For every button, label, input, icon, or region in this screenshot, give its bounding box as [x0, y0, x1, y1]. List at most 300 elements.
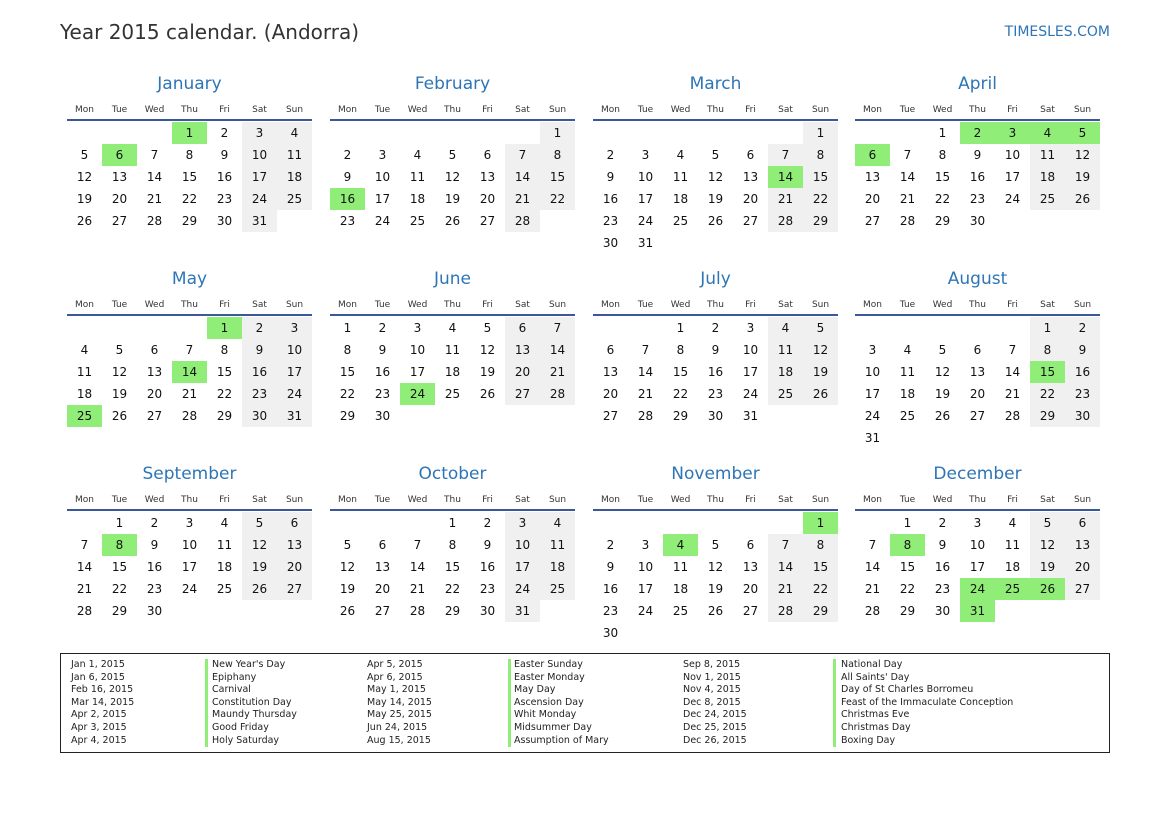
day-cell: 10: [742, 343, 759, 357]
day-cell: 3: [973, 516, 982, 530]
day-cell: 19: [803, 361, 838, 383]
day-cell: 18: [1030, 166, 1065, 188]
day-cell: 8: [448, 538, 457, 552]
weekday-header: Thu: [707, 495, 724, 505]
holiday-date: Dec 24, 2015: [683, 709, 747, 721]
day-cell: 8: [803, 144, 838, 166]
holiday-name: Whit Monday: [514, 709, 577, 721]
day-cell: 26: [76, 214, 93, 228]
weekday-header: Thu: [444, 300, 461, 310]
day-cell: 2: [343, 148, 352, 162]
day-cell: 2: [1065, 317, 1100, 339]
weekday-header: Mon: [863, 105, 882, 115]
day-cell: 22: [672, 387, 689, 401]
day-cell: 23: [602, 214, 619, 228]
day-cell: 20: [277, 556, 312, 578]
day-cell: 12: [111, 365, 128, 379]
holiday-name: Midsummer Day: [514, 721, 592, 733]
weekday-header: Sun: [811, 105, 830, 115]
month-january: [67, 72, 312, 257]
day-cell: 9: [242, 339, 277, 361]
day-cell: 30: [1065, 405, 1100, 427]
day-cell: 30: [969, 214, 986, 228]
weekday-header: Fri: [1007, 105, 1018, 115]
day-cell: 20: [969, 387, 986, 401]
day-cell: 21: [505, 188, 540, 210]
weekday-header: Tue: [899, 105, 916, 115]
holiday-date: Aug 15, 2015: [367, 734, 431, 746]
day-cell: 7: [185, 343, 194, 357]
month-april: [855, 72, 1100, 257]
day-cell: 20: [479, 192, 496, 206]
holiday-date: Nov 1, 2015: [683, 671, 741, 683]
day-cell: 19: [444, 192, 461, 206]
day-cell: 12: [1030, 534, 1065, 556]
day-cell: 4: [80, 343, 89, 357]
weekday-header: Sun: [285, 105, 304, 115]
weekday-header: Mon: [863, 300, 882, 310]
day-cell: 17: [637, 192, 654, 206]
day-cell: 9: [1065, 339, 1100, 361]
day-cell: 28: [768, 210, 803, 232]
day-cell: 8: [676, 343, 685, 357]
day-cell: 21: [899, 192, 916, 206]
day-cell: 8: [890, 534, 925, 556]
weekday-header: Fri: [745, 105, 756, 115]
day-cell: 20: [1065, 556, 1100, 578]
day-cell: 17: [374, 192, 391, 206]
day-cell: 15: [1030, 361, 1065, 383]
day-cell: 19: [707, 192, 724, 206]
holiday-name: Christmas Eve: [841, 709, 910, 721]
day-cell: 23: [602, 604, 619, 618]
day-cell: 24: [277, 383, 312, 405]
day-cell: 21: [637, 387, 654, 401]
day-cell: 3: [242, 122, 277, 144]
weekday-header: Fri: [482, 300, 493, 310]
day-cell: 7: [1008, 343, 1017, 357]
holiday-list: [60, 653, 1110, 753]
day-cell: 14: [146, 170, 163, 184]
day-cell: 12: [707, 170, 724, 184]
month-header-rule: [67, 509, 312, 511]
day-cell: 17: [637, 582, 654, 596]
weekday-header: Wed: [144, 495, 165, 505]
day-cell: 17: [505, 556, 540, 578]
day-cell: 1: [676, 321, 685, 335]
holiday-name: Carnival: [212, 684, 251, 696]
day-cell: 27: [479, 214, 496, 228]
day-cell: 20: [864, 192, 881, 206]
holiday-name: All Saints' Day: [841, 671, 910, 683]
day-cell: 13: [1065, 534, 1100, 556]
weekday-header: Sat: [778, 300, 793, 310]
day-cell: 18: [444, 365, 461, 379]
day-cell: 23: [242, 383, 277, 405]
weekday-header: Mon: [75, 105, 94, 115]
day-cell: 15: [803, 166, 838, 188]
day-cell: 31: [864, 431, 881, 445]
holiday-color-bar: [833, 659, 836, 747]
day-cell: 22: [111, 582, 128, 596]
day-cell: 9: [606, 170, 615, 184]
holiday-name: May Day: [514, 684, 556, 696]
day-cell: 25: [672, 604, 689, 618]
day-cell: 15: [803, 556, 838, 578]
day-cell: 30: [602, 236, 619, 250]
month-november: [593, 462, 838, 647]
holiday-name: Constitution Day: [212, 696, 292, 708]
holiday-name: Assumption of Mary: [514, 734, 609, 746]
weekday-header: Tue: [637, 300, 654, 310]
day-cell: 15: [181, 170, 198, 184]
day-cell: 12: [479, 343, 496, 357]
holiday-name: Feast of the Immaculate Conception: [841, 696, 1014, 708]
day-cell: 26: [111, 409, 128, 423]
day-cell: 14: [172, 361, 207, 383]
month-name: June: [433, 269, 472, 289]
weekday-header: Sun: [285, 495, 304, 505]
month-name: December: [933, 464, 1022, 484]
month-header-rule: [593, 119, 838, 121]
day-cell: 5: [483, 321, 492, 335]
holiday-name: National Day: [841, 659, 903, 670]
day-cell: 7: [540, 317, 575, 339]
day-cell: 24: [374, 214, 391, 228]
day-cell: 3: [868, 343, 877, 357]
weekday-header: Sat: [778, 495, 793, 505]
day-cell: 7: [768, 144, 803, 166]
holiday-name: Day of St Charles Borromeu: [841, 684, 974, 696]
weekday-header: Wed: [932, 105, 953, 115]
day-cell: 21: [864, 582, 881, 596]
day-cell: 4: [903, 343, 912, 357]
day-cell: 4: [663, 534, 698, 556]
day-cell: 10: [505, 534, 540, 556]
day-cell: 15: [672, 365, 689, 379]
day-cell: 22: [899, 582, 916, 596]
day-cell: 7: [868, 538, 877, 552]
weekday-header: Sat: [515, 300, 530, 310]
holiday-date: Dec 26, 2015: [683, 734, 747, 746]
day-cell: 1: [115, 516, 124, 530]
day-cell: 6: [483, 148, 492, 162]
day-cell: 5: [242, 512, 277, 534]
day-cell: 27: [969, 409, 986, 423]
holiday-name: Ascension Day: [514, 696, 584, 708]
day-cell: 22: [444, 582, 461, 596]
day-cell: 25: [540, 578, 575, 600]
day-cell: 25: [1030, 188, 1065, 210]
weekday-header: Thu: [707, 300, 724, 310]
holiday-name: New Year's Day: [212, 659, 286, 670]
day-cell: 18: [277, 166, 312, 188]
day-cell: 23: [479, 582, 496, 596]
day-cell: 18: [899, 387, 916, 401]
day-cell: 19: [111, 387, 128, 401]
holiday-name: Easter Sunday: [514, 659, 583, 670]
day-cell: 3: [413, 321, 422, 335]
day-cell: 28: [76, 604, 93, 618]
holiday-date: Dec 8, 2015: [683, 696, 741, 708]
day-cell: 8: [803, 534, 838, 556]
month-october: [330, 462, 575, 647]
day-cell: 21: [181, 387, 198, 401]
day-cell: 23: [339, 214, 356, 228]
day-cell: 17: [277, 361, 312, 383]
day-cell: 16: [479, 560, 496, 574]
day-cell: 11: [1004, 538, 1021, 552]
day-cell: 11: [768, 339, 803, 361]
weekday-header: Mon: [338, 105, 357, 115]
day-cell: 8: [540, 144, 575, 166]
day-cell: 27: [374, 604, 391, 618]
day-cell: 4: [220, 516, 229, 530]
day-cell: 22: [216, 387, 233, 401]
day-cell: 11: [672, 560, 689, 574]
weekday-header: Wed: [144, 300, 165, 310]
day-cell: 29: [444, 604, 461, 618]
day-cell: 23: [934, 582, 951, 596]
month-name: March: [689, 74, 742, 94]
day-cell: 9: [606, 560, 615, 574]
day-cell: 26: [803, 383, 838, 405]
day-cell: 6: [378, 538, 387, 552]
day-cell: 17: [1004, 170, 1021, 184]
holiday-date: Nov 4, 2015: [683, 684, 741, 696]
day-cell: 29: [339, 409, 356, 423]
weekday-header: Tue: [899, 495, 916, 505]
day-cell: 31: [505, 600, 540, 622]
holiday-name: Maundy Thursday: [212, 709, 297, 721]
day-cell: 6: [606, 343, 615, 357]
weekday-header: Thu: [181, 300, 198, 310]
day-cell: 4: [413, 148, 422, 162]
holiday-date: Apr 4, 2015: [71, 734, 127, 746]
day-cell: 14: [899, 170, 916, 184]
day-cell: 25: [409, 214, 426, 228]
day-cell: 27: [505, 383, 540, 405]
day-cell: 25: [444, 387, 461, 401]
month-name: October: [418, 464, 487, 484]
weekday-header: Wed: [407, 300, 428, 310]
holiday-color-bar: [508, 659, 511, 747]
day-cell: 11: [899, 365, 916, 379]
day-cell: 18: [672, 582, 689, 596]
day-cell: 7: [641, 343, 650, 357]
day-cell: 19: [339, 582, 356, 596]
day-cell: 20: [505, 361, 540, 383]
holiday-date: May 1, 2015: [367, 684, 426, 696]
day-cell: 19: [707, 582, 724, 596]
holiday-date: Sep 8, 2015: [683, 659, 741, 670]
weekday-header: Sun: [548, 495, 567, 505]
day-cell: 14: [768, 556, 803, 578]
day-cell: 11: [409, 170, 426, 184]
day-cell: 6: [102, 144, 137, 166]
month-march: [593, 72, 838, 257]
day-cell: 27: [742, 604, 759, 618]
month-july: [593, 267, 838, 452]
weekday-header: Thu: [969, 105, 986, 115]
holiday-date-column: [71, 659, 134, 747]
day-cell: 1: [903, 516, 912, 530]
holiday-date: Apr 6, 2015: [367, 671, 423, 683]
month-may: [67, 267, 312, 452]
day-cell: 21: [540, 361, 575, 383]
day-cell: 2: [711, 321, 720, 335]
day-cell: 6: [1065, 512, 1100, 534]
day-cell: 11: [444, 343, 461, 357]
day-cell: 15: [540, 166, 575, 188]
month-header-rule: [855, 119, 1100, 121]
weekday-header: Thu: [181, 495, 198, 505]
day-cell: 6: [855, 144, 890, 166]
day-cell: 5: [711, 538, 720, 552]
weekday-header: Tue: [374, 495, 391, 505]
month-header-rule: [855, 314, 1100, 316]
day-cell: 12: [76, 170, 93, 184]
holiday-name: Good Friday: [212, 721, 269, 733]
day-cell: 20: [146, 387, 163, 401]
day-cell: 14: [864, 560, 881, 574]
day-cell: 16: [602, 582, 619, 596]
holiday-date: May 14, 2015: [367, 696, 432, 708]
day-cell: 25: [277, 188, 312, 210]
weekday-header: Fri: [219, 495, 230, 505]
day-cell: 12: [707, 560, 724, 574]
day-cell: 3: [505, 512, 540, 534]
weekday-header: Tue: [637, 105, 654, 115]
day-cell: 16: [330, 188, 365, 210]
day-cell: 1: [448, 516, 457, 530]
day-cell: 30: [374, 409, 391, 423]
day-cell: 11: [1030, 144, 1065, 166]
day-cell: 5: [938, 343, 947, 357]
weekday-header: Tue: [111, 300, 128, 310]
day-cell: 27: [111, 214, 128, 228]
weekday-header: Tue: [111, 495, 128, 505]
day-cell: 21: [76, 582, 93, 596]
day-cell: 17: [242, 166, 277, 188]
day-cell: 24: [181, 582, 198, 596]
day-cell: 1: [1030, 317, 1065, 339]
day-cell: 13: [969, 365, 986, 379]
day-cell: 10: [1004, 148, 1021, 162]
day-cell: 21: [768, 188, 803, 210]
day-cell: 22: [803, 188, 838, 210]
day-cell: 9: [343, 170, 352, 184]
day-cell: 11: [76, 365, 93, 379]
day-cell: 10: [242, 144, 277, 166]
weekday-header: Mon: [75, 495, 94, 505]
weekday-header: Fri: [219, 105, 230, 115]
holiday-date: Apr 3, 2015: [71, 721, 127, 733]
day-cell: 12: [339, 560, 356, 574]
brand-link[interactable]: TIMESLES.COM: [1004, 24, 1110, 40]
day-cell: 17: [181, 560, 198, 574]
day-cell: 25: [768, 383, 803, 405]
weekday-header: Sun: [811, 495, 830, 505]
month-name: January: [157, 74, 222, 94]
day-cell: 13: [374, 560, 391, 574]
day-cell: 4: [1030, 122, 1065, 144]
day-cell: 18: [672, 192, 689, 206]
day-cell: 24: [637, 604, 654, 618]
day-cell: 9: [938, 538, 947, 552]
holiday-name-column: [212, 659, 297, 747]
day-cell: 27: [602, 409, 619, 423]
day-cell: 31: [742, 409, 759, 423]
day-cell: 3: [746, 321, 755, 335]
day-cell: 23: [707, 387, 724, 401]
weekday-header: Thu: [969, 300, 986, 310]
holiday-date: Mar 14, 2015: [71, 696, 135, 708]
weekday-header: Thu: [707, 105, 724, 115]
day-cell: 20: [374, 582, 391, 596]
month-august: [855, 267, 1100, 452]
weekday-header: Sat: [252, 495, 267, 505]
day-cell: 22: [339, 387, 356, 401]
holiday-name-column: [841, 659, 1013, 747]
weekday-header: Wed: [670, 105, 691, 115]
day-cell: 26: [444, 214, 461, 228]
day-cell: 21: [146, 192, 163, 206]
day-cell: 5: [1065, 122, 1100, 144]
day-cell: 12: [1065, 144, 1100, 166]
weekday-header: Mon: [338, 495, 357, 505]
day-cell: 12: [934, 365, 951, 379]
day-cell: 14: [505, 166, 540, 188]
day-cell: 13: [742, 560, 759, 574]
day-cell: 17: [742, 365, 759, 379]
holiday-date: Jan 1, 2015: [71, 659, 125, 670]
day-cell: 18: [540, 556, 575, 578]
day-cell: 26: [479, 387, 496, 401]
day-cell: 4: [540, 512, 575, 534]
day-cell: 7: [903, 148, 912, 162]
weekday-header: Wed: [144, 105, 165, 115]
day-cell: 1: [540, 122, 575, 144]
day-cell: 30: [934, 604, 951, 618]
weekday-header: Fri: [482, 105, 493, 115]
day-cell: 10: [277, 339, 312, 361]
day-cell: 21: [768, 578, 803, 600]
weekday-header: Sun: [548, 300, 567, 310]
month-name: February: [414, 74, 491, 94]
day-cell: 8: [220, 343, 229, 357]
day-cell: 29: [216, 409, 233, 423]
month-september: [67, 462, 312, 647]
day-cell: 10: [864, 365, 881, 379]
day-cell: 23: [216, 192, 233, 206]
weekday-header: Wed: [670, 495, 691, 505]
holiday-name: Holy Saturday: [212, 734, 280, 746]
day-cell: 1: [343, 321, 352, 335]
day-cell: 14: [76, 560, 93, 574]
day-cell: 2: [938, 516, 947, 530]
day-cell: 6: [746, 538, 755, 552]
day-cell: 23: [374, 387, 391, 401]
day-cell: 10: [374, 170, 391, 184]
day-cell: 8: [343, 343, 352, 357]
weekday-header: Fri: [482, 495, 493, 505]
day-cell: 8: [102, 534, 137, 556]
holiday-name-column: [514, 659, 609, 747]
day-cell: 10: [969, 538, 986, 552]
day-cell: 1: [207, 317, 242, 339]
weekday-header: Mon: [338, 300, 357, 310]
